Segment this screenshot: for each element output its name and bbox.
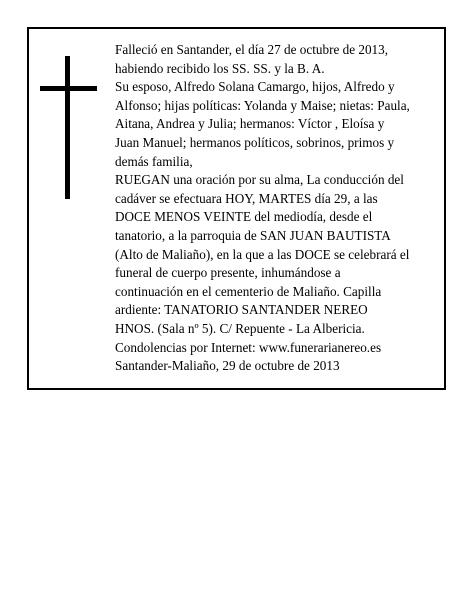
notice-line: Alfonso; hijas políticas: Yolanda y Maise; nietas: Paula, xyxy=(115,97,410,113)
notice-line: (Alto de Maliaño), en la que a las DOCE se celebrará el xyxy=(115,246,410,262)
notice-line: Santander-Maliaño, 29 de octubre de 2013 xyxy=(115,358,340,374)
notice-line: DOCE MENOS VEINTE del mediodía, desde el xyxy=(115,209,373,225)
notice-line: Aitana, Andrea y Julia; hermanos: Víctor , Eloísa y xyxy=(115,116,385,132)
notice-text xyxy=(115,41,427,376)
notice-line: ardiente: TANATORIO SANTANDER NEREO xyxy=(115,302,368,318)
notice-line: tanatorio, a la parroquia de SAN JUAN BAUTISTA xyxy=(115,227,391,243)
notice-line: HNOS. (Sala nº 5). C/ Repuente - La Albericia. xyxy=(115,320,365,336)
notice-line: Condolencias por Internet: www.funerarianereo.es xyxy=(115,339,382,355)
cross-icon xyxy=(40,56,97,199)
notice-line: Juan Manuel; hermanos políticos, sobrinos, primos y xyxy=(115,134,395,150)
notice-line: continuación en el cementerio de Maliaño. Capilla xyxy=(115,283,382,299)
notice-line: demás familia, xyxy=(115,153,193,169)
notice-line: cadáver se efectuara HOY, MARTES día 29, a las xyxy=(115,190,378,206)
notice-line: Su esposo, Alfredo Solana Camargo, hijos, Alfredo y xyxy=(115,79,395,95)
cross-vertical-bar xyxy=(65,56,70,199)
obituary-notice xyxy=(27,27,446,390)
notice-line: funeral de cuerpo presente, inhumándose a xyxy=(115,265,341,281)
cross-horizontal-bar xyxy=(40,86,97,91)
notice-line: habiendo recibido los SS. SS. y la B. A. xyxy=(115,60,325,76)
notice-line: Falleció en Santander, el día 27 de octubre de 2013, xyxy=(115,42,389,57)
notice-line: RUEGAN una oración por su alma, La conducción del xyxy=(115,172,404,188)
